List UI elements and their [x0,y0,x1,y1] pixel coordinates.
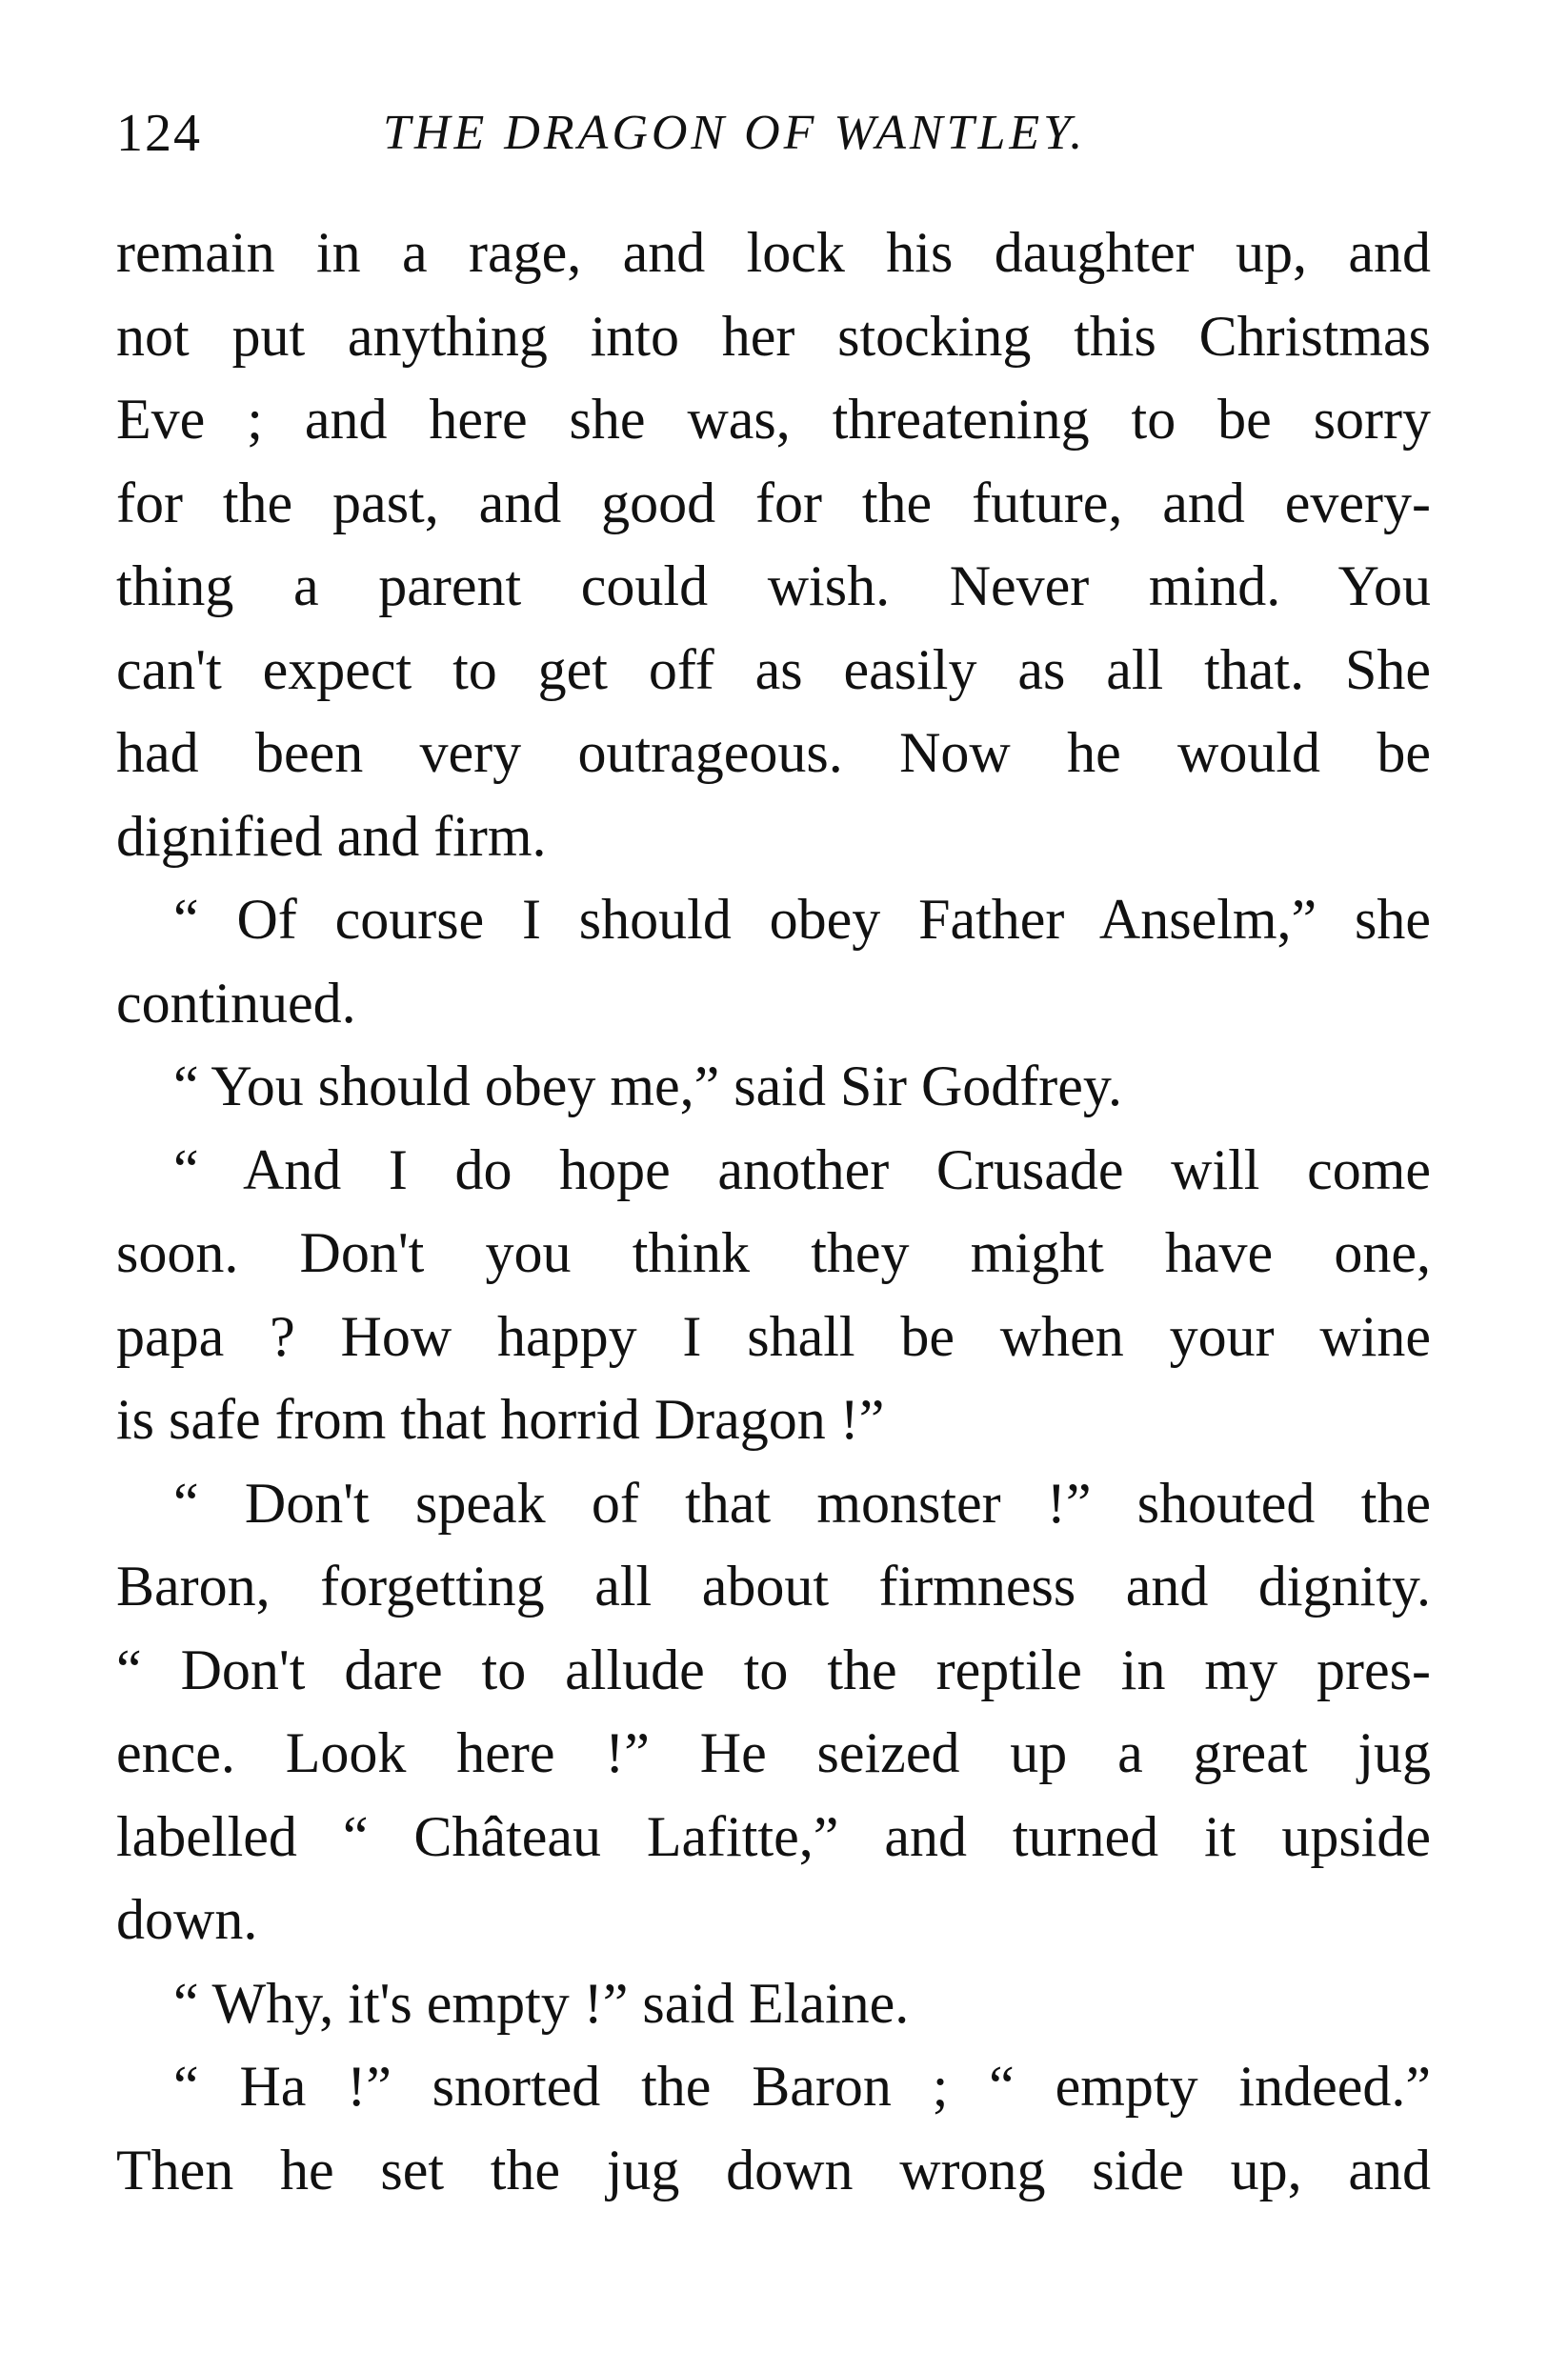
text-line: “ Don't dare to allude to the reptile in my pres- [116,1638,1431,1701]
text-line: thing a parent could wish. Never mind. You [116,554,1431,617]
text-line: soon. Don't you think they might have one, [116,1221,1431,1284]
body-text [116,211,1431,2212]
text-line: can't expect to get off as easily as all that. She [116,637,1431,701]
text-line: remain in a rage, and lock his daughter up, and [116,221,1431,284]
text-line: for the past, and good for the future, and every- [116,471,1431,534]
text-line: down. [116,1888,258,1951]
text-line: had been very outrageous. Now he would be [116,721,1431,784]
text-line: Then he set the jug down wrong side up, and [116,2138,1431,2201]
text-line: continued. [116,971,356,1035]
text-line: Baron, forgetting all about firmness and dignity. [116,1555,1431,1618]
text-line: labelled “ Château Lafitte,” and turned it upside [116,1804,1431,1868]
running-title: THE DRAGON OF WANTLEY. [383,106,1087,160]
text-line: “ Why, it's empty !” said Elaine. [173,1971,910,2035]
text-line: not put anything into her stocking this Christmas [116,304,1431,368]
text-line: dignified and firm. [116,804,547,868]
text-line: ence. Look here !” He seized up a great jug [116,1721,1431,1784]
text-line: “ Ha !” snorted the Baron ; “ empty indeed.” [173,2055,1431,2118]
text-line: “ You should obey me,” said Sir Godfrey. [173,1055,1123,1117]
text-line: “ Don't speak of that monster !” shouted the [173,1471,1431,1535]
text-line: “ And I do hope another Crusade will come [173,1137,1431,1201]
page-header [116,95,1431,171]
text-line: Eve ; and here she was, threatening to be sorry [116,388,1431,451]
page-number: 124 [116,104,202,163]
text-line: is safe from that horrid Dragon !” [116,1388,885,1451]
text-line: “ Of course I should obey Father Anselm,” she [173,888,1431,951]
text-line: papa ? How happy I shall be when your wine [116,1304,1431,1368]
